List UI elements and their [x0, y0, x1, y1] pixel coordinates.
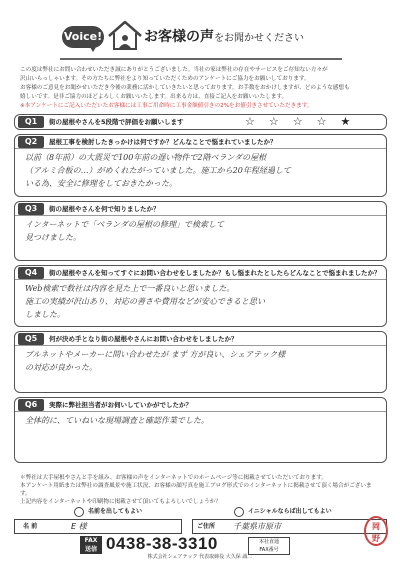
star-icon: ☆	[268, 115, 293, 128]
question-number: Q4	[18, 267, 44, 279]
fax-block	[80, 536, 330, 554]
question-4	[14, 265, 387, 327]
answer-line: ブルネットやメーカーに問い合わせたが まず 方が良い、シェアテック様	[25, 350, 286, 359]
answer-text	[15, 216, 386, 244]
question-3	[14, 201, 387, 261]
answer-text	[15, 346, 386, 374]
name-label: 名 前	[23, 523, 38, 530]
question-number: Q3	[18, 203, 44, 215]
page-title	[144, 26, 304, 46]
answer-line: Web検索で数社は内容を見た上で一番良いと思いました。	[25, 284, 235, 293]
question-header	[15, 332, 386, 346]
intro-line: お客様のご意見をお聞かせいただき今後の業務に活かしていきたいと思っております。お手数をおかけしますが、どのような感想も	[20, 85, 350, 91]
seal-top: 岡	[372, 522, 380, 531]
answer-line: 全体的に、ていねいな現場調査と確認作業でした。	[25, 416, 209, 425]
permission-form	[14, 504, 387, 534]
question-text: 街の屋根やさんを5段階で評価をお願いします	[49, 118, 184, 126]
option-label: イニシャルならば出してもよい	[248, 508, 332, 515]
answer-line: いる為、安全に修理をしておきたかった。	[25, 179, 177, 188]
title-divider	[60, 58, 342, 60]
question-6	[14, 397, 387, 463]
answer-text	[15, 412, 386, 427]
answer-text	[15, 149, 386, 190]
question-text: 実際に弊社担当者がお伺いしていかがでしたか？	[49, 401, 192, 409]
address-label: ご住所	[197, 523, 216, 530]
star-icon: ☆	[316, 115, 341, 128]
answer-text	[15, 280, 386, 321]
title-tail: をお聞かせください	[214, 33, 304, 44]
name-field[interactable]	[14, 519, 182, 534]
note-line: 本アンケート用紙または弊社の調査風景や施工状況、お客様の顔写真を施工ブログ形式でのインターネットに掲載させて頂く場合がございます。	[20, 483, 372, 497]
intro-discount-note: ※本アンケートにご記入いただいたお客様には工事ご用命時に工事金額値引きの2%をお値引きさせていただきます。	[20, 103, 313, 109]
question-header	[15, 135, 386, 149]
star-icon: ☆	[292, 115, 317, 128]
voice-badge: Voice!	[62, 26, 104, 48]
seal-bottom: 野	[372, 534, 380, 543]
question-2	[14, 134, 387, 197]
house-icon	[106, 18, 144, 52]
question-header	[15, 202, 386, 216]
question-header	[15, 115, 386, 129]
fax-note-bottom: FAX番号	[259, 547, 279, 553]
fax-number: 0438-38-3310	[106, 534, 218, 553]
question-text: 屋根工事を検討したきっかけは何ですか？どんなことで悩まれていましたか？	[49, 138, 277, 146]
name-value: E 様	[71, 522, 87, 531]
fax-badge-bottom: 送信	[84, 546, 97, 553]
option-name-ok[interactable]	[74, 504, 142, 519]
answer-line: （アルミ合板の…）がめくれたがっていました。施工から20年程経過して	[25, 166, 291, 175]
address-value: 千葉県市原市	[233, 522, 281, 531]
question-number: Q5	[18, 333, 44, 345]
address-field[interactable]	[192, 519, 387, 534]
question-text: 街の屋根やさんを何で知りましたか？	[49, 205, 160, 213]
option-label: 名前を出してもよい	[88, 508, 143, 515]
rating-stars	[245, 115, 364, 129]
intro-line: 嬉しいです。是非ご協力のほどよろしくお願いいたします。出来る方は、直接ご記入をお願いいたします。	[20, 94, 288, 100]
option-initial-ok[interactable]	[234, 504, 332, 519]
star-filled-icon: ★	[340, 115, 365, 128]
fax-note-top: 本社直通	[258, 539, 279, 545]
seal-stamp	[364, 516, 388, 546]
permission-options	[14, 504, 387, 519]
question-header	[15, 266, 386, 280]
answer-line: の対応が良かった。	[25, 363, 97, 372]
intro-line: この度は弊社にお問い合わせいただき誠にありがとうございました。当社の家は弊社の存在やサービスをご存知ない方々が	[20, 67, 328, 73]
question-number: Q6	[18, 399, 44, 411]
answer-line: インターネットで「ベランダの屋根の修理」で検索して	[25, 220, 224, 229]
question-header	[15, 398, 386, 412]
header	[0, 0, 400, 62]
fax-badge	[80, 536, 102, 554]
star-icon: ☆	[245, 115, 269, 128]
question-text: 街の屋根やさんを知ってすぐにお問い合わせをしましたか？もし悩まれたとしたらどんなことで悩まれましたか？	[49, 269, 381, 277]
fax-note	[248, 537, 290, 555]
question-1	[14, 114, 387, 130]
publication-notes	[20, 474, 382, 506]
radio-circle-icon[interactable]	[74, 507, 84, 517]
answer-line: 見つけました。	[25, 233, 81, 242]
company-line: 株式会社シェアテック 代表取締役 大久保 誠二	[147, 554, 253, 560]
intro-text	[20, 66, 382, 111]
question-number: Q2	[18, 136, 44, 148]
answer-line: 施工の実績が沢山あり、対応の善さや費用などが安心できると思い	[25, 297, 265, 306]
question-text: 何が決め手となり街の屋根やさんにお問い合わせをしましたか？	[49, 335, 238, 343]
title-main: お客様の声	[144, 29, 214, 45]
radio-circle-icon[interactable]	[234, 507, 244, 517]
note-line: ＊弊社は大手屋根やさんと手を組み、お客様の声をインターネットでのホームページ等に掲載させていただいております。	[20, 475, 327, 481]
intro-line: 沢山いらっしゃいます。その方たちに弊社をより知っていただくためのアンケートにご協力をお願いしております。	[20, 76, 310, 82]
note-line: 上記内容をインターネットや印刷物に掲載させて頂いてもよろしいでしょうか？	[20, 499, 221, 505]
answer-line: しました。	[25, 310, 65, 319]
answer-line: 以前（8年前）の大震災で100年前の遅い物件で2階ベランダの屋根	[25, 153, 267, 162]
company-info	[0, 554, 400, 560]
fax-badge-top: FAX	[84, 537, 98, 544]
question-number: Q1	[18, 116, 44, 128]
question-5	[14, 331, 387, 393]
